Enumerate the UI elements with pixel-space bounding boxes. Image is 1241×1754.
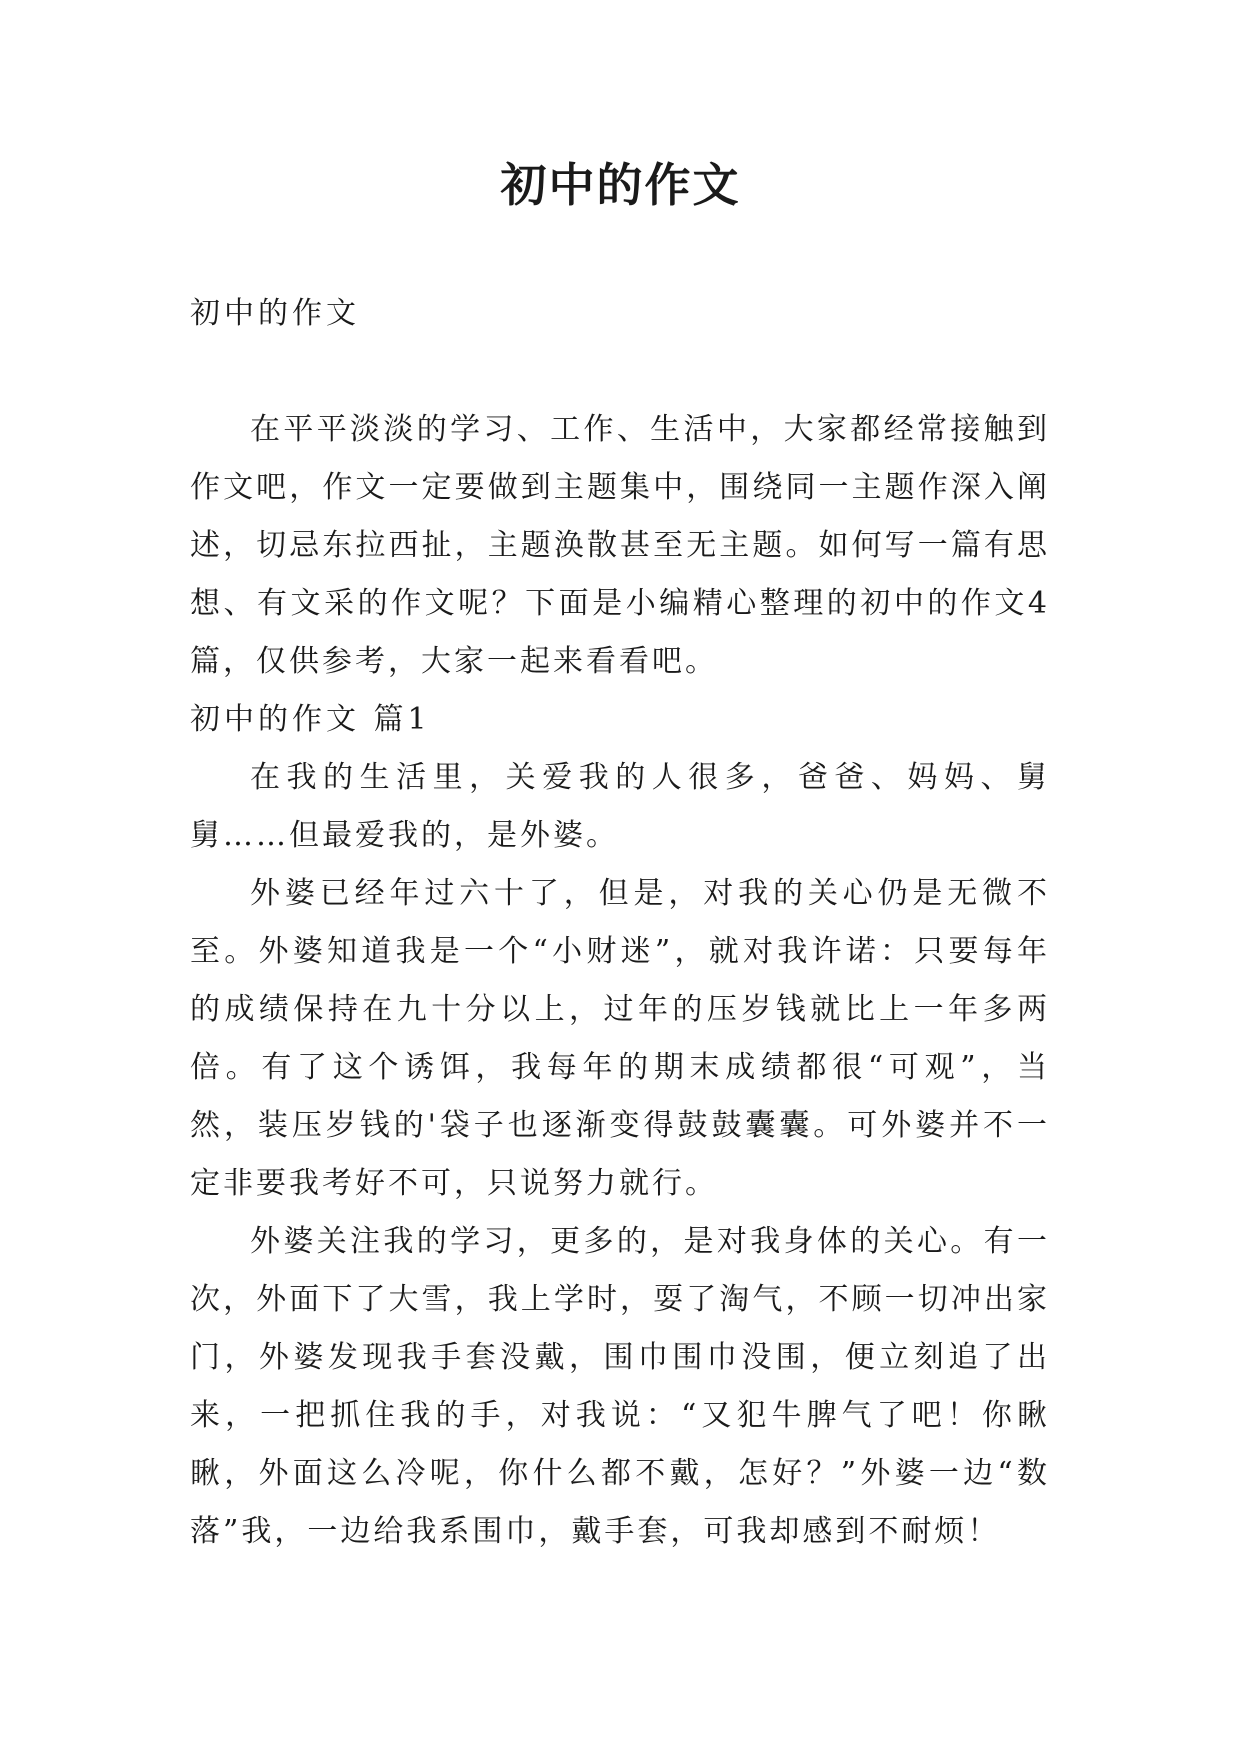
document-subtitle: 初中的作文 [190, 296, 360, 331]
document-body [190, 285, 1050, 1561]
section-heading: 初中的作文 篇1 [190, 702, 431, 737]
body-paragraph: 外婆已经年过六十了，但是，对我的关心仍是无微不至。外婆知道我是一个“小财迷”，就对我许诺：只要每年的成绩保持在九十分以上，过年的压岁钱就比上一年多两倍。有了这个诱饵，我每年的期末成绩都很“可观”，当然，装压岁钱的'袋子也逐渐变得鼓鼓囊囊。可外婆并不一定非要我考好不可，只说努力就行。 [190, 876, 1050, 1201]
document-title: 初中的作文 [500, 158, 741, 212]
body-paragraph: 在我的生活里，关爱我的人很多，爸爸、妈妈、舅舅……但最爱我的，是外婆。 [190, 760, 1050, 853]
body-paragraph: 外婆关注我的学习，更多的，是对我身体的关心。有一次，外面下了大雪，我上学时，耍了淘气，不顾一切冲出家门，外婆发现我手套没戴，围巾围巾没围，便立刻追了出来，一把抓住我的手，对我说：“又犯牛脾气了吧！你瞅瞅，外面这么冷呢，你什么都不戴，怎好？”外婆一边“数落”我，一边给我系围巾，戴手套，可我却感到不耐烦！ [190, 1224, 1050, 1549]
intro-paragraph: 在平平淡淡的学习、工作、生活中，大家都经常接触到作文吧，作文一定要做到主题集中，围绕同一主题作深入阐述，切忌东拉西扯，主题涣散甚至无主题。如何写一篇有思想、有文采的作文呢？下面是小编精心整理的初中的作文4篇，仅供参考，大家一起来看看吧。 [190, 412, 1050, 679]
